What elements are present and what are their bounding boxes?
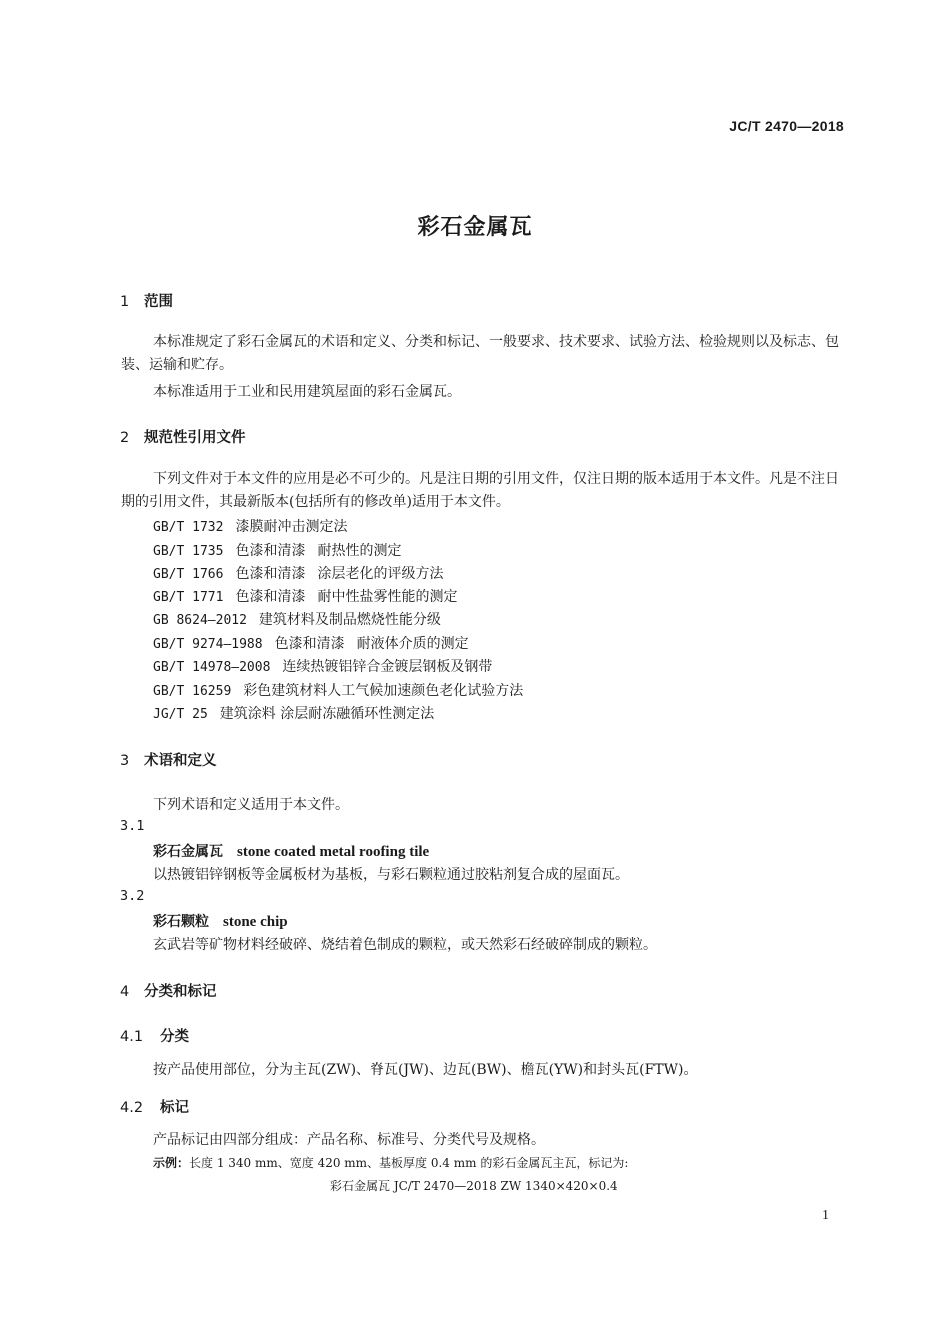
reference-item [153,586,457,606]
reference-title: 色漆和清漆 [274,636,345,652]
reference-code: GB 8624—2012 [153,613,247,628]
term-chinese: 彩石颗粒 [153,914,209,930]
section-number: 4.1 [120,1029,144,1045]
reference-subtitle: 涂层老化的评级方法 [317,566,444,582]
page-number: 1 [822,1208,829,1223]
reference-code: GB/T 14978—2008 [153,660,271,675]
example-text: 长度 1 340 mm、宽度 420 mm、基板厚度 0.4 mm 的彩石金属瓦主瓦，标记为: [189,1156,629,1170]
page-title: 彩石金属瓦 [417,215,533,240]
section-title: 范围 [144,294,173,310]
standard-number-header: JC/T 2470—2018 [729,118,844,134]
reference-item [153,703,434,723]
section-number: 2 [120,430,130,446]
reference-item [153,609,441,629]
reference-code: JG/T 25 [153,707,208,722]
section-number: 4 [120,984,130,1000]
reference-title: 色漆和清漆 [235,589,306,605]
term-number: 3.2 [120,888,145,904]
reference-code: GB/T 1735 [153,544,224,559]
section-number: 4.2 [120,1100,144,1116]
section-4-2-text: 产品标记由四部分组成：产品名称、标准号、分类代号及规格。 [153,1132,545,1148]
term-heading [153,841,429,861]
section-4-2-heading [120,1096,189,1117]
section-3-intro: 下列术语和定义适用于本文件。 [153,797,349,813]
reference-subtitle: 耐中性盐雾性能的测定 [317,589,458,605]
term-chinese: 彩石金属瓦 [153,844,223,860]
reference-title: 漆膜耐冲击测定法 [235,519,348,535]
reference-item [153,633,469,653]
term-english: stone coated metal roofing tile [237,844,430,860]
reference-title: 建筑材料及制品燃烧性能分级 [258,612,441,628]
term-english: stone chip [223,914,288,930]
reference-code: GB/T 1771 [153,590,224,605]
term-number: 3.1 [120,818,145,834]
reference-title: 建筑涂料 涂层耐冻融循环性测定法 [219,706,435,722]
section-number: 3 [120,753,130,769]
term-definition: 玄武岩等矿物材料经破碎、烧结着色制成的颗粒，或天然彩石经破碎制成的颗粒。 [153,937,657,953]
reference-title: 色漆和清漆 [235,543,306,559]
section-title: 分类 [160,1029,189,1045]
section-title: 标记 [160,1100,189,1116]
reference-item [153,516,347,536]
section-title: 分类和标记 [144,984,217,1000]
section-3-heading [120,749,217,770]
term-definition: 以热镀铝锌钢板等金属板材为基板，与彩石颗粒通过胶粘剂复合成的屋面瓦。 [153,867,629,883]
reference-item [153,540,401,560]
reference-subtitle: 耐液体介质的测定 [356,636,469,652]
section-1-paragraph-applicability: 本标准适用于工业和民用建筑屋面的彩石金属瓦。 [153,384,461,400]
section-1-paragraph-scope: 本标准规定了彩石金属瓦的术语和定义、分类和标记、一般要求、技术要求、试验方法、检验规则以及标志、包装、运输和贮存。 [121,334,839,373]
reference-title: 连续热镀铝锌合金镀层钢板及钢带 [282,659,493,675]
example-line [153,1154,628,1171]
section-2-intro: 下列文件对于本文件的应用是必不可少的。凡是注日期的引用文件，仅注日期的版本适用于本文件。凡是不注日期的引用文件，其最新版本(包括所有的修改单)适用于本文件。 [121,471,839,510]
section-title: 规范性引用文件 [144,430,246,446]
section-title: 术语和定义 [144,753,217,769]
reference-title: 色漆和清漆 [235,566,306,582]
reference-code: GB/T 1766 [153,567,224,582]
section-4-heading [120,980,217,1001]
reference-code: GB/T 1732 [153,520,224,535]
reference-item [153,563,443,583]
section-4-1-text: 按产品使用部位，分为主瓦(ZW)、脊瓦(JW)、边瓦(BW)、檐瓦(YW)和封头瓦(FTW)。 [153,1062,698,1078]
section-number: 1 [120,294,130,310]
reference-item [153,680,523,700]
reference-subtitle: 耐热性的测定 [317,543,402,559]
example-marking: 彩石金属瓦 JC/T 2470—2018 ZW 1340×420×0.4 [330,1179,618,1193]
section-1-heading [120,290,173,311]
section-2-heading [120,426,246,447]
example-label: 示例： [153,1156,190,1170]
section-4-1-heading [120,1025,189,1046]
reference-code: GB/T 16259 [153,684,232,699]
reference-title: 彩色建筑材料人工气候加速颜色老化试验方法 [243,683,524,699]
reference-code: GB/T 9274—1988 [153,637,263,652]
term-heading [153,911,288,931]
reference-item [153,656,492,676]
